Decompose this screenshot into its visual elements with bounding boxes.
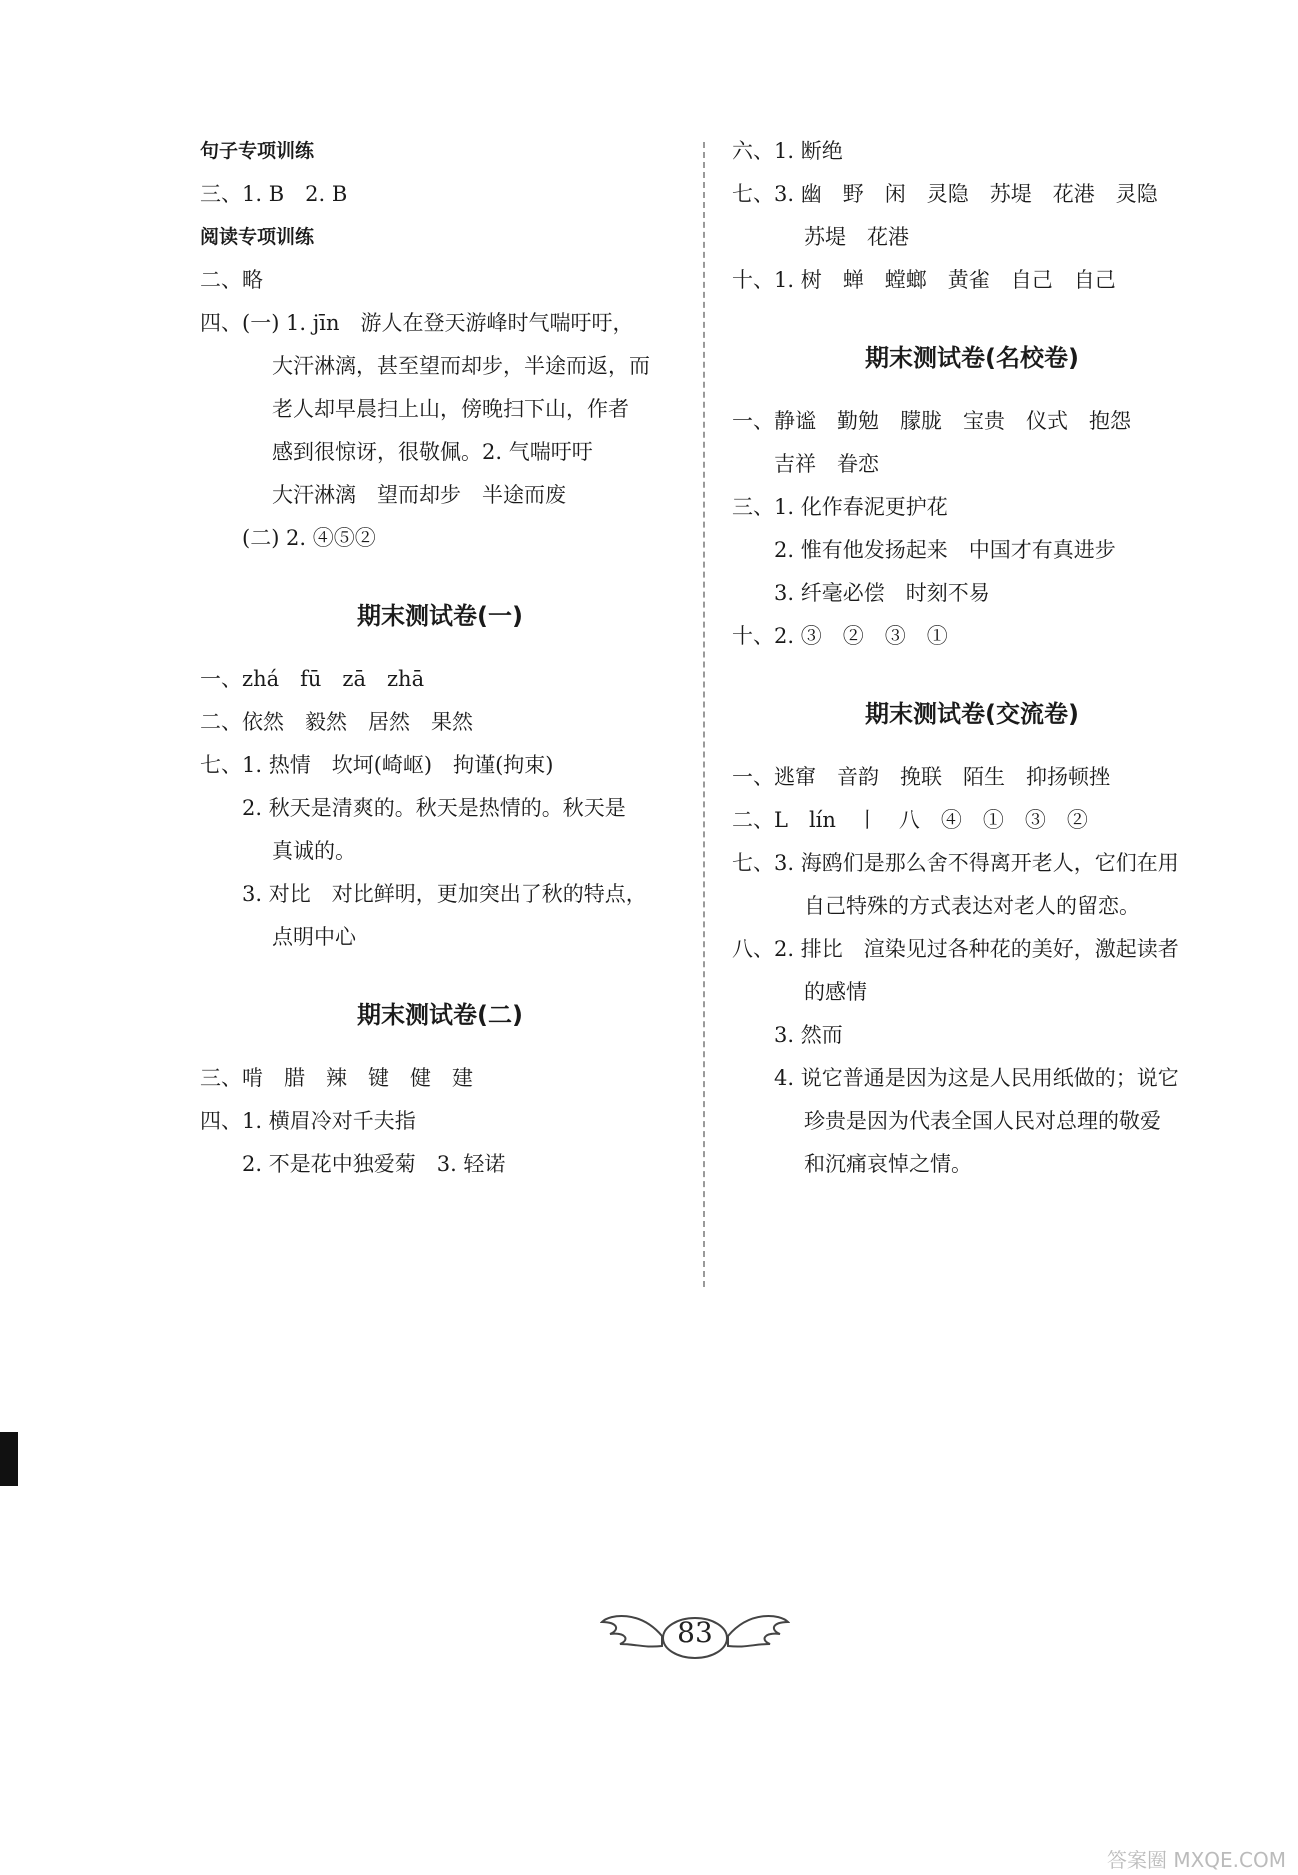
section-title-reading-training: 阅读专项训练 — [200, 226, 315, 248]
answer-line: 3. 对比 对比鲜明，更加突出了秋的特点， — [242, 882, 647, 906]
answer-line: 的感情 — [804, 980, 867, 1004]
answer-line: 和沉痛哀悼之情。 — [804, 1152, 972, 1176]
answer-line: 三、1. B 2. B — [200, 182, 348, 206]
answer-line: 3. 然而 — [774, 1023, 843, 1047]
answer-line: 六、1. 断绝 — [732, 139, 843, 163]
answer-line: 2. 不是花中独爱菊 3. 轻诺 — [242, 1152, 506, 1176]
site-watermark: 答案圈 MXQE.COM — [1106, 1848, 1286, 1872]
page-number-badge — [600, 1600, 790, 1670]
answer-line: 七、3. 海鸥们是那么舍不得离开老人，它们在用 — [732, 851, 1179, 875]
answer-line: 一、zhá fū zā zhā — [200, 667, 425, 691]
section-title-sentence-training: 句子专项训练 — [200, 140, 315, 162]
answer-line: 四、1. 横眉冷对千夫指 — [200, 1109, 416, 1133]
answer-line: 大汗淋漓，甚至望而却步，半途而返，而 — [272, 354, 650, 378]
answer-line: 二、略 — [200, 268, 263, 292]
answer-line: 八、2. 排比 渲染见过各种花的美好，激起读者 — [732, 937, 1179, 961]
answer-line: 三、1. 化作春泥更护花 — [732, 495, 948, 519]
exam-heading-mingxiao: 期末测试卷(名校卷) — [865, 344, 1079, 372]
answer-line: 一、逃窜 音韵 挽联 陌生 抑扬顿挫 — [732, 765, 1110, 789]
answer-line: 真诚的。 — [272, 839, 356, 863]
answer-line: 自己特殊的方式表达对老人的留恋。 — [804, 894, 1140, 918]
answer-line: 感到很惊讶，很敬佩。2. 气喘吁吁 — [272, 440, 593, 464]
answer-line: 十、1. 树 蝉 螳螂 黄雀 自己 自己 — [732, 268, 1116, 292]
answer-line: (二) 2. ④⑤② — [242, 526, 376, 550]
answer-line: 四、(一) 1. jīn 游人在登天游峰时气喘吁吁， — [200, 311, 634, 335]
right-column — [732, 130, 1212, 1186]
column-divider — [703, 142, 705, 1287]
answer-line: 珍贵是因为代表全国人民对总理的敬爱 — [804, 1109, 1161, 1133]
answer-line: 4. 说它普通是因为这是人民用纸做的；说它 — [774, 1066, 1179, 1090]
answer-line: 二、依然 毅然 居然 果然 — [200, 710, 473, 734]
answer-line: 一、静谧 勤勉 朦胧 宝贵 仪式 抱怨 — [732, 409, 1131, 433]
answer-line: 2. 秋天是清爽的。秋天是热情的。秋天是 — [242, 796, 626, 820]
page-edge-mark — [0, 1432, 18, 1486]
page-number: 83 — [677, 1616, 713, 1649]
answer-line: 苏堤 花港 — [804, 225, 909, 249]
answer-line: 吉祥 眷恋 — [774, 452, 879, 476]
answer-line: 3. 纤毫必偿 时刻不易 — [774, 581, 990, 605]
answer-line: 2. 惟有他发扬起来 中国才有真进步 — [774, 538, 1116, 562]
answer-line: 七、1. 热情 坎坷(崎岖) 拘谨(拘束) — [200, 753, 554, 777]
answer-line: 点明中心 — [272, 925, 356, 949]
answer-line: 大汗淋漓 望而却步 半途而废 — [272, 483, 566, 507]
left-column — [200, 130, 680, 1186]
exam-heading-jiaoliu: 期末测试卷(交流卷) — [865, 700, 1079, 728]
answer-line: 十、2. ③ ② ③ ① — [732, 624, 948, 648]
answer-line: 老人却早晨扫上山，傍晚扫下山，作者 — [272, 397, 629, 421]
answer-line: 七、3. 幽 野 闲 灵隐 苏堤 花港 灵隐 — [732, 182, 1158, 206]
answer-line: 二、L lín 丨 八 ④ ① ③ ② — [732, 808, 1088, 832]
exam-heading-1: 期末测试卷(一) — [357, 602, 523, 630]
answer-line: 三、啃 腊 辣 键 健 建 — [200, 1066, 473, 1090]
exam-heading-2: 期末测试卷(二) — [357, 1001, 523, 1029]
